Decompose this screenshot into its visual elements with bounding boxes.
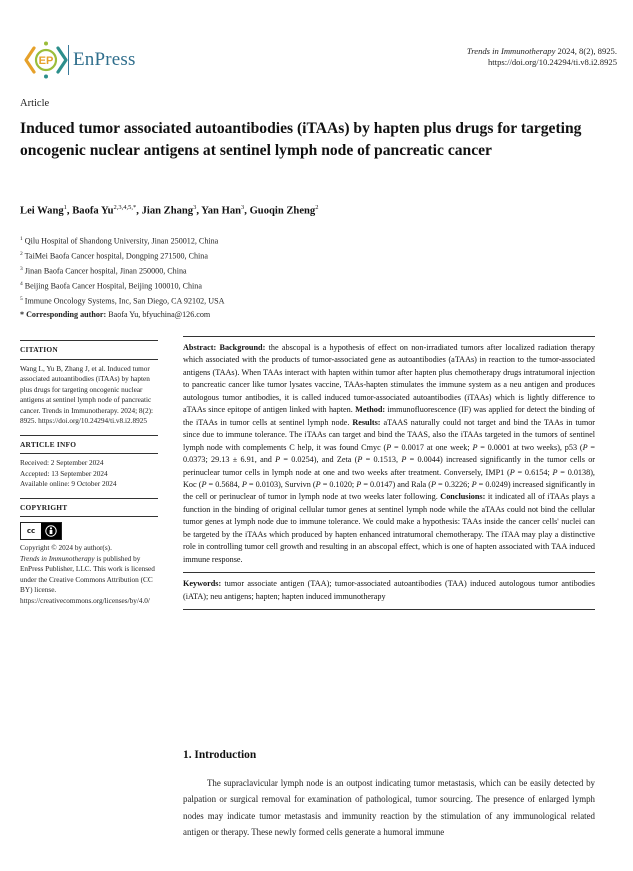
- person-icon: [45, 525, 57, 537]
- affiliation-item: $^4$ Beijing Baofa Cancer Hospital, Beijing 100010, China: [20, 281, 202, 291]
- journal-name: Trends in Immunotherapy: [466, 46, 556, 56]
- copyright-line: Copyright © 2024 by author(s).: [20, 544, 112, 552]
- sidebar: [20, 340, 158, 614]
- article-info-block: [20, 435, 158, 490]
- abstract: Abstract: Background: the abscopal is a hypothesis of effect on non-irradiated tumors after localized radiation therapy which associated with the products of tumor-associated gene as autoantibodies (aTAAs) in reaction to the tumor-associated antigens (TAAs). When TAAs interact with hapten within tumor after hapten plus chemotherapy drugs intratumoral injection to pancreatic cancer like tumor lysates vaccine, TAAs-hapten stimulates the immune system as a neu antigen and produces autologous tumor antibodies, it is called induced tumor-associated autoantibodies (iTAAs) which is lightly difference to aTAAs since epitope of antigen linked with hapten. Method: immunofluorescence (IF) was applied for detect the binding of the iTAAs in tumor cells at sentinel lymph node. Results: aTAAS naturally could not target and bind the TAAs in tumor since due to immune tolerance. The iTAAs can target and bind the TAAS, also the iTAAs targeted in the tumors of sentinel lymph node with complements C help, it was found Cmyc (P = 0.0017 at one week; P = 0.0001 at two weeks), p53 (P = 0.0373; 29.13 ± 6.91, and P = 0.0254), and Zeta (P = 0.1513, P = 0.0044) increased significantly in the tumor cells or perinuclear tumor cells in lymph node at one and two weeks after treatment. Conversely, IMP1 (P = 0.6154; P = 0.0138), Koc (P = 0.5684, P = 0.0103), Survivn (P = 0.1020; P = 0.0147) and Rala (P = 0.3226; P = 0.0249) increased significantly in the cell or perinuclear of tumor in lymph node at two weeks later following. Conclusions: it indicated all of iTAAs plays a function in the binding of original cellular tumor genes at sentinel lymph node while the aTAAs could not bind the cellular tumor genes at lymph node due to immune tolerance. We could make a hypothesis: TAAs inside the cancer cells' nuclei can be targeted by the iTAAs which produced by hapten enhanced intratumoral chemotherapy. The iTAA may play a distinctive role in controlling tumor cell growth and resulting in an abscopal effect, which is one of hapten associated with TAA induced immune response.: [183, 343, 596, 564]
- logo-divider: [68, 45, 69, 75]
- article-info-heading: ARTICLE INFO: [20, 439, 77, 449]
- section-heading-introduction: 1. Introduction: [183, 749, 257, 761]
- affiliation-item: $^3$ Jinan Baofa Cancer hospital, Jinan 250000, China: [20, 266, 187, 276]
- corresponding-author: * Corresponding author: Baofa Yu, bfyuchina@126.com: [20, 310, 211, 320]
- author-name: Baofa Yu: [72, 205, 114, 217]
- affiliations: [20, 233, 580, 322]
- journal-reference: [467, 46, 617, 68]
- citation-heading: CITATION: [20, 345, 58, 354]
- copyright-heading: COPYRIGHT: [20, 502, 68, 512]
- affiliation-item: $^5$ Immune Oncology Systems, Inc, San Diego, CA 92102, USA: [20, 296, 225, 307]
- author-affiliation-mark: 3: [241, 204, 245, 211]
- author-affiliation-mark: 3: [193, 204, 197, 211]
- publisher-name: EnPress: [73, 49, 136, 70]
- copyright-block: [20, 498, 158, 607]
- citation-block: [20, 340, 158, 427]
- affiliation-item: $^2$ TaiMei Baofa Cancer hospital, Dongping 271500, China: [20, 251, 208, 261]
- abstract-column: [183, 336, 595, 615]
- affiliation-item: $^1$ Qilu Hospital of Shandong University, Jinan 250012, China: [20, 236, 219, 246]
- cc-by-license-badge[interactable]: [20, 522, 62, 540]
- author-name: Guoqin Zheng: [249, 205, 316, 217]
- article-type: Article: [20, 98, 50, 109]
- publisher-logo: [24, 40, 164, 80]
- page-header: [20, 40, 620, 84]
- author-list: Lei Wang$^1$, Baofa $Yu^{2,3,4,5,*}$, Jian Zhang$^3$, Yan Han$^3$, Guoqin Zheng$^2$: [20, 204, 319, 217]
- author-affiliation-mark: 2: [315, 204, 319, 211]
- author-name: Yan Han: [201, 205, 242, 217]
- license-text: Trends in Immunotherapy is published by EnPress Publisher, LLC. This work is licensed under the Creative Commons Attribution (CC BY) license. https://creativecommons.org/licenses/by/4.0/: [20, 554, 155, 605]
- accepted-date: Accepted: 13 September 2024: [20, 469, 108, 478]
- paper-title: Induced tumor associated autoantibodies (iTAAs) by hapten plus drugs for targeting oncogenic nuclear antigens at sentinel lymph node of pancreatic cancer: [20, 120, 582, 159]
- attribution-icon: [41, 523, 61, 539]
- introduction-paragraph: The supraclavicular lymph node is an outpost indicating tumor metastasis, which can be easily detected by palpation or surgical removal for examination of pathological, tumor sourcing. The presence of enlarged lymph nodes may indicate tumor metastasis and immunity reaction by the stimulation of any immunological related antigen or therapy. These newly formed cells generate a humoral immune: [183, 778, 595, 837]
- author-name: Jian Zhang: [141, 205, 194, 217]
- enpress-logo-icon: [24, 40, 68, 80]
- online-date: Available online: 9 October 2024: [20, 480, 117, 488]
- author-affiliation-mark: 2,3,4,5,*: [113, 204, 137, 211]
- citation-text: Wang L, Yu B, Zhang J, et al. Induced tumor associated autoantibodies (iTAAs) by hapten plus drugs for targeting oncogenic nuclear antigens at sentinel lymph node of pancreatic cancer. Trends in Immunotherapy. 2024; 8(2): 8925. https://doi.org/10.24294/ti.v8.i2.8925: [20, 364, 154, 425]
- author-affiliation-mark: 1: [63, 204, 67, 211]
- journal-volume: 2024, 8(2), 8925.: [555, 46, 617, 56]
- svg-text:EP: EP: [38, 55, 54, 67]
- keywords: Keywords: tumor associate antigen (TAA); tumor-associated autoantibodies (TAA) induced autologous tumor antibodies (iATA); neu antigens; hapten; hapten induced immunotherapy: [183, 579, 595, 601]
- author-name: Lei Wang: [20, 205, 64, 217]
- received-date: Received: 2 September 2024: [20, 459, 104, 467]
- header-doi-link[interactable]: https://doi.org/10.24294/ti.v8.i2.8925: [488, 57, 617, 67]
- creative-commons-icon: cc: [26, 526, 36, 535]
